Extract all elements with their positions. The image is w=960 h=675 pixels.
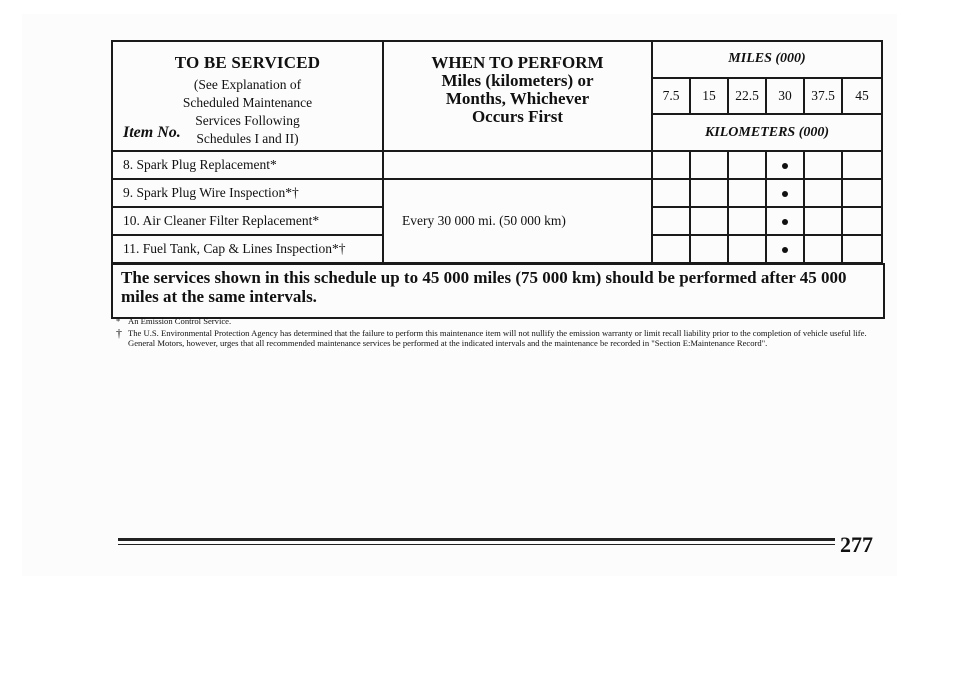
interval-cell [690,151,728,179]
interval-cell [728,207,766,235]
interval-cell [652,235,690,263]
interval-header: 45 [842,78,882,115]
interval-cell [804,151,842,179]
interval-cell [690,179,728,207]
interval-header: 7.5 [652,78,690,115]
explanation-line: Schedules I and II) [196,131,299,146]
page-rule [118,538,835,541]
interval-cell [728,179,766,207]
interval-cell [652,207,690,235]
explanation-line: Scheduled Maintenance [182,95,313,110]
page-rule [118,544,835,545]
service-due-cell [766,235,804,263]
explanation-line: (See Explanation of [193,77,302,92]
interval-cell [842,151,882,179]
interval-cell [652,151,690,179]
footnote-mark: † [116,326,122,340]
interval-cell [842,179,882,207]
interval-cell [804,207,842,235]
when-line: Miles (kilometers) or [441,71,594,90]
footnote-text: An Emission Control Service. [128,316,232,326]
interval-cell [652,179,690,207]
when-line: Months, Whichever [445,89,590,108]
service-due-cell [766,151,804,179]
service-due-cell [766,207,804,235]
service-item: 10. Air Cleaner Filter Replacement* [112,207,383,235]
footnote [116,316,876,326]
frequency-cell-empty [383,151,652,179]
service-due-cell [766,179,804,207]
bullet-icon [782,247,788,253]
bullet-icon [782,219,788,225]
interval-header: 22.5 [728,78,766,115]
page-number: 277 [840,532,873,557]
interval-cell [728,151,766,179]
interval-cell [690,207,728,235]
service-item: 8. Spark Plug Replacement* [112,151,383,179]
footnote-mark: * [116,316,121,326]
when-line: WHEN TO PERFORM [431,53,604,72]
when-to-perform-header [383,41,652,151]
item-no-label: Item No. [123,124,181,141]
interval-header: 30 [766,78,804,115]
service-item: 9. Spark Plug Wire Inspection*† [112,179,383,207]
footnote-text: The U.S. Environmental Protection Agency has determined that the failure to perform this maintenance item will not nullify the emission warranty or limit recall liability prior to the completion of vehicle useful life. General Motors, however, urges that all recommended maintenance services be performed at the indicated intervals and the maintenance be recorded in "Section E:Maintenance Record". [128,328,867,348]
explanation-line: Services Following [195,113,300,128]
interval-header: 37.5 [804,78,842,115]
when-line: Occurs First [471,107,564,126]
to-be-serviced-header [112,41,383,151]
interval-cell [842,235,882,263]
interval-cell [728,235,766,263]
frequency-cell: Every 30 000 mi. (50 000 km) [383,179,652,263]
interval-cell [804,235,842,263]
bullet-icon [782,191,788,197]
table-row [112,151,882,179]
interval-cell [690,235,728,263]
interval-header: 15 [690,78,728,115]
miles-label: MILES (000) [652,41,882,78]
table-row [112,179,882,207]
footnote [116,328,876,348]
to-be-serviced-title: TO BE SERVICED [174,53,321,72]
bullet-icon [782,163,788,169]
schedule-note: The services shown in this schedule up to 45 000 miles (75 000 km) should be performed after 45 000 miles at the same intervals. [111,263,885,319]
interval-cell [842,207,882,235]
maintenance-schedule-table [111,40,883,264]
interval-cell [804,179,842,207]
service-item: 11. Fuel Tank, Cap & Lines Inspection*† [112,235,383,263]
kilometers-label: KILOMETERS (000) [652,114,882,151]
